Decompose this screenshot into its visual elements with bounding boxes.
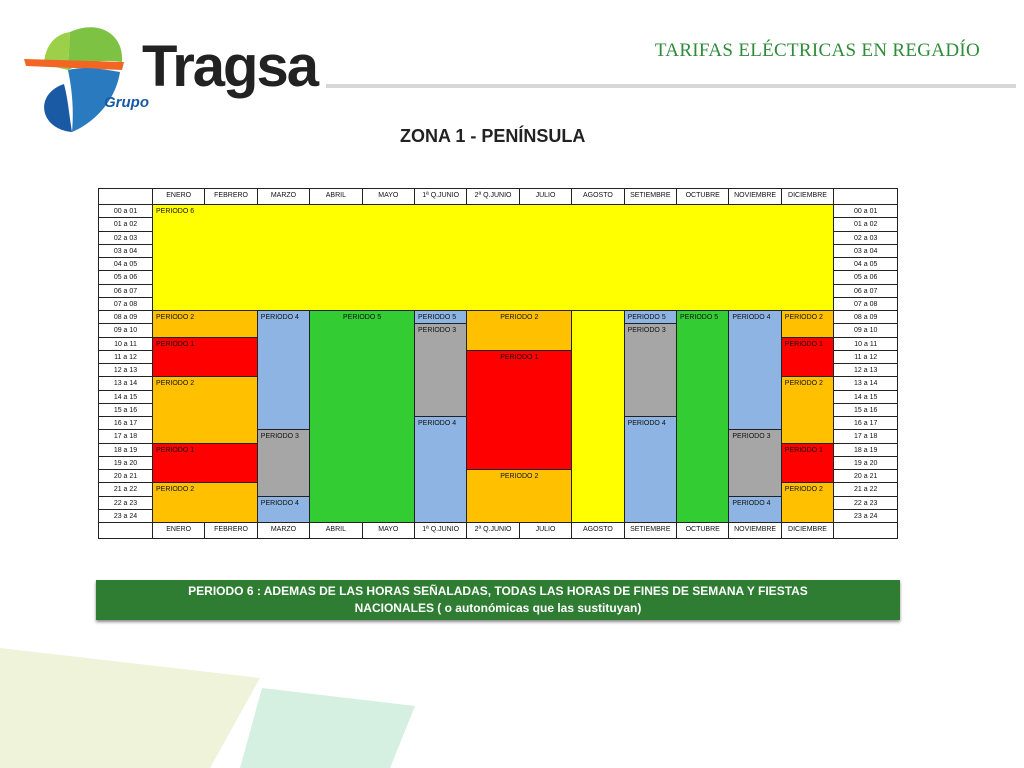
- hour-label-left: 07 a 08: [98, 297, 153, 311]
- month-footer: 2ª Q.JUNIO: [466, 522, 519, 539]
- month-footer: ABRIL: [309, 522, 362, 539]
- month-header: ENERO: [152, 188, 205, 205]
- hour-label-left: 17 a 18: [98, 429, 153, 443]
- month-footer: MARZO: [257, 522, 310, 539]
- month-footer: NOVIEMBRE: [728, 522, 781, 539]
- hour-label-left: 20 a 21: [98, 469, 153, 483]
- period-block: PERIODO 4: [257, 310, 310, 430]
- period-block: PERIODO 1: [152, 337, 258, 378]
- hour-label-left: 04 a 05: [98, 257, 153, 271]
- corner-cell-top-right: [833, 188, 898, 205]
- hour-label-left: 22 a 23: [98, 496, 153, 510]
- hour-label-left: 16 a 17: [98, 416, 153, 430]
- period-block: PERIODO 3: [624, 323, 677, 417]
- period-block: PERIODO 4: [728, 310, 781, 430]
- hour-label-right: 06 a 07: [833, 284, 898, 298]
- hour-label-left: 03 a 04: [98, 244, 153, 258]
- hour-label-right: 13 a 14: [833, 376, 898, 390]
- period-block: PERIODO 1: [781, 337, 834, 378]
- period-block: PERIODO 4: [624, 416, 677, 523]
- period-block: PERIODO 4: [728, 496, 781, 524]
- hour-label-right: 07 a 08: [833, 297, 898, 311]
- hour-label-left: 06 a 07: [98, 284, 153, 298]
- hour-label-left: 10 a 11: [98, 337, 153, 351]
- month-footer: OCTUBRE: [676, 522, 729, 539]
- tragsa-logo: [24, 14, 317, 136]
- hour-label-left: 12 a 13: [98, 363, 153, 377]
- hour-label-right: 15 a 16: [833, 403, 898, 417]
- month-header: JULIO: [519, 188, 572, 205]
- month-footer: FEBRERO: [204, 522, 257, 539]
- hour-label-right: 00 a 01: [833, 204, 898, 218]
- month-header: ABRIL: [309, 188, 362, 205]
- period-block: PERIODO 2: [781, 310, 834, 338]
- month-header: 2ª Q.JUNIO: [466, 188, 519, 205]
- hour-label-right: 23 a 24: [833, 509, 898, 523]
- hour-label-left: 09 a 10: [98, 323, 153, 337]
- page-title: TARIFAS ELÉCTRICAS EN REGADÍO: [654, 40, 980, 61]
- month-footer: JULIO: [519, 522, 572, 539]
- hour-label-right: 09 a 10: [833, 323, 898, 337]
- hour-label-right: 17 a 18: [833, 429, 898, 443]
- month-footer: MAYO: [362, 522, 415, 539]
- hour-label-left: 02 a 03: [98, 231, 153, 245]
- period-block: PERIODO 3: [414, 323, 467, 417]
- month-header: AGOSTO: [571, 188, 624, 205]
- hour-label-left: 08 a 09: [98, 310, 153, 324]
- period-block: [571, 310, 624, 523]
- month-header: MAYO: [362, 188, 415, 205]
- month-header: NOVIEMBRE: [728, 188, 781, 205]
- hour-label-left: 13 a 14: [98, 376, 153, 390]
- hour-label-left: 19 a 20: [98, 456, 153, 470]
- period-block: PERIODO 5: [414, 310, 467, 324]
- zone-title: ZONA 1 - PENÍNSULA: [400, 126, 586, 146]
- month-footer: SETIEMBRE: [624, 522, 677, 539]
- hour-label-right: 21 a 22: [833, 482, 898, 496]
- period-block: PERIODO 2: [781, 376, 834, 443]
- period-block: PERIODO 4: [257, 496, 310, 524]
- logo-emblem-icon: [24, 14, 144, 136]
- banner-line-1: PERIODO 6 : ADEMAS DE LAS HORAS SEÑALADAS, TODAS LAS HORAS DE FINES DE SEMANA Y FIESTAS: [188, 584, 808, 598]
- hour-label-left: 14 a 15: [98, 390, 153, 404]
- month-header: SETIEMBRE: [624, 188, 677, 205]
- hour-label-left: 01 a 02: [98, 217, 153, 231]
- period-block: PERIODO 2: [152, 376, 258, 443]
- hour-label-right: 12 a 13: [833, 363, 898, 377]
- logo-wordmark: Tragsa: [142, 34, 317, 99]
- period-6-note-banner: [96, 580, 900, 620]
- hour-label-left: 05 a 06: [98, 270, 153, 284]
- hour-label-right: 05 a 06: [833, 270, 898, 284]
- period-block: PERIODO 1: [152, 443, 258, 484]
- banner-line-2: NACIONALES ( o autonómicas que las sustituyan): [354, 601, 642, 615]
- hour-label-right: 14 a 15: [833, 390, 898, 404]
- corner-cell-bottom-left: [98, 522, 153, 539]
- corner-cell-top-left: [98, 188, 153, 205]
- period-block: PERIODO 2: [466, 469, 572, 523]
- month-header: 1ª Q.JUNIO: [414, 188, 467, 205]
- tariff-schedule-table: [98, 188, 897, 538]
- hour-label-left: 00 a 01: [98, 204, 153, 218]
- month-header: DICIEMBRE: [781, 188, 834, 205]
- month-header: MARZO: [257, 188, 310, 205]
- period-block: PERIODO 1: [781, 443, 834, 484]
- hour-label-left: 18 a 19: [98, 443, 153, 457]
- decorative-shapes: [0, 648, 460, 768]
- hour-label-right: 22 a 23: [833, 496, 898, 510]
- logo-subtitle: Grupo: [104, 94, 149, 111]
- period-block: PERIODO 6: [152, 204, 834, 311]
- period-block: PERIODO 1: [466, 350, 572, 470]
- hour-label-right: 11 a 12: [833, 350, 898, 364]
- period-block: PERIODO 2: [781, 482, 834, 523]
- hour-label-right: 03 a 04: [833, 244, 898, 258]
- corner-cell-bottom-right: [833, 522, 898, 539]
- period-block: PERIODO 2: [466, 310, 572, 351]
- period-block: PERIODO 5: [624, 310, 677, 324]
- period-block: PERIODO 3: [257, 429, 310, 496]
- month-header: OCTUBRE: [676, 188, 729, 205]
- hour-label-right: 16 a 17: [833, 416, 898, 430]
- hour-label-left: 23 a 24: [98, 509, 153, 523]
- hour-label-right: 19 a 20: [833, 456, 898, 470]
- hour-label-right: 01 a 02: [833, 217, 898, 231]
- month-footer: 1ª Q.JUNIO: [414, 522, 467, 539]
- month-footer: ENERO: [152, 522, 205, 539]
- hour-label-right: 20 a 21: [833, 469, 898, 483]
- hour-label-right: 02 a 03: [833, 231, 898, 245]
- hour-label-left: 11 a 12: [98, 350, 153, 364]
- period-block: PERIODO 4: [414, 416, 467, 523]
- hour-label-right: 04 a 05: [833, 257, 898, 271]
- period-block: PERIODO 5: [676, 310, 729, 523]
- period-block: PERIODO 2: [152, 310, 258, 338]
- hour-label-right: 18 a 19: [833, 443, 898, 457]
- hour-label-left: 15 a 16: [98, 403, 153, 417]
- period-block: PERIODO 5: [309, 310, 415, 523]
- hour-label-left: 21 a 22: [98, 482, 153, 496]
- month-header: FEBRERO: [204, 188, 257, 205]
- month-footer: AGOSTO: [571, 522, 624, 539]
- month-footer: DICIEMBRE: [781, 522, 834, 539]
- header-divider: [326, 84, 1016, 88]
- hour-label-right: 10 a 11: [833, 337, 898, 351]
- period-block: PERIODO 3: [728, 429, 781, 496]
- hour-label-right: 08 a 09: [833, 310, 898, 324]
- period-block: PERIODO 2: [152, 482, 258, 523]
